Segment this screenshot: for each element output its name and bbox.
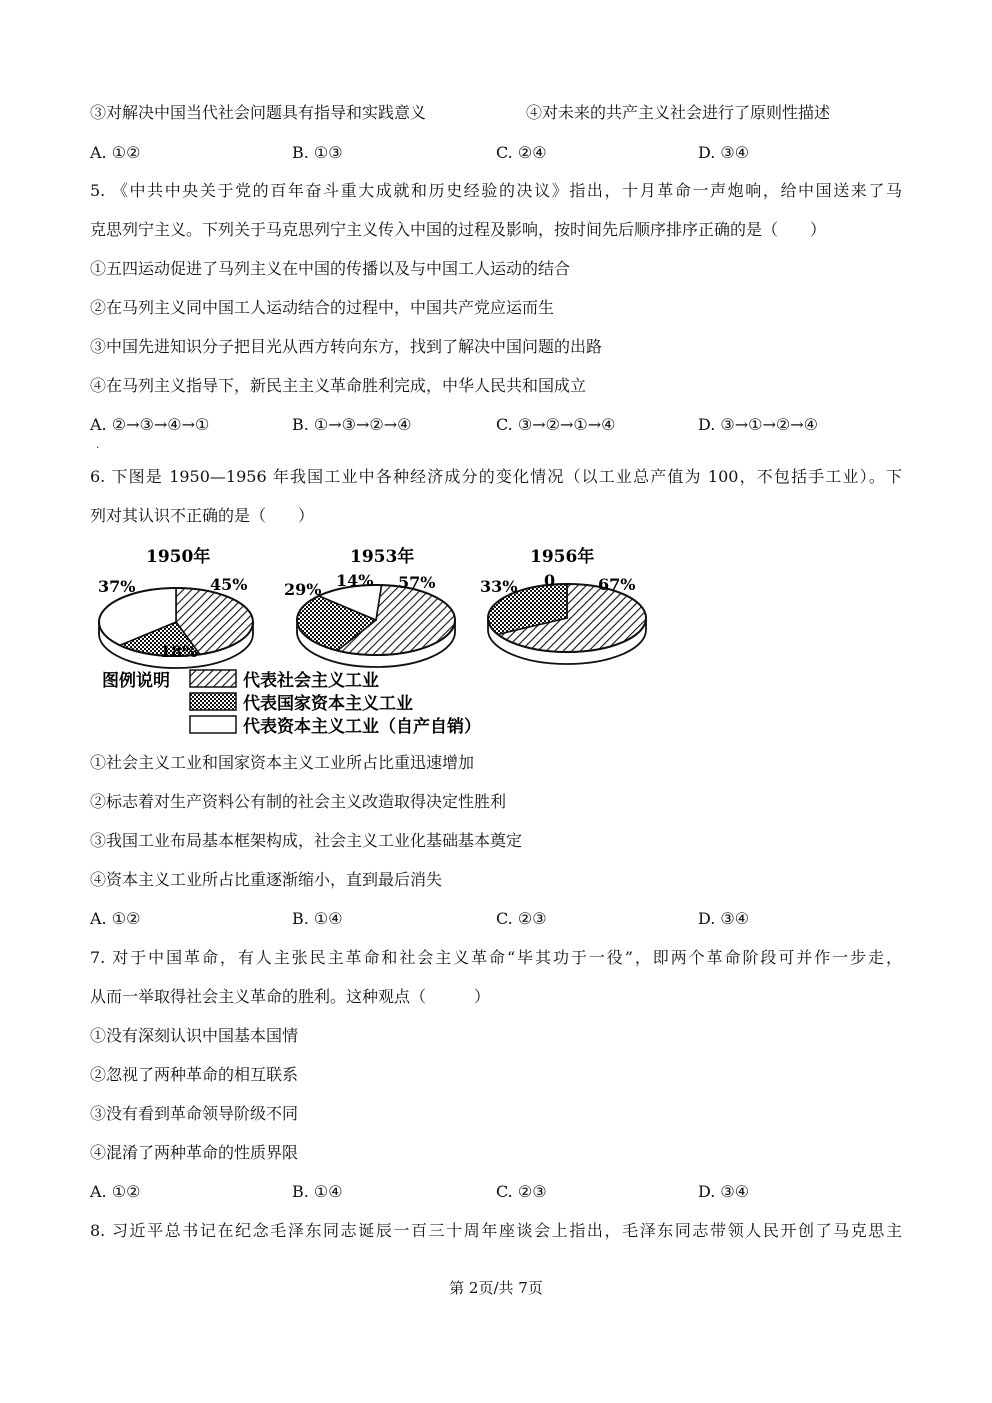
q7-statement-2: ②忽视了两种革命的相互联系 — [90, 1065, 299, 1084]
q7-option-d: D. ③④ — [698, 1182, 750, 1201]
pie-title-1950: 1950年 — [146, 547, 211, 567]
legend-swatch-socialist — [190, 670, 236, 687]
q5-statement-4: ④在马列主义指导下，新民主主义革命胜利完成，中华人民共和国成立 — [90, 376, 587, 395]
pie-1953-label-capitalist: 14% — [336, 571, 374, 590]
statement-3: ③对解决中国当代社会问题具有指导和实践意义 — [90, 103, 427, 122]
q5-option-a: A. ②→③→④→① — [90, 415, 210, 434]
pie-1953-label-state-capitalist: 29% — [284, 580, 322, 599]
page-footer: 第 2页/共 7页 — [449, 1279, 543, 1297]
option-a: A. ①② — [90, 143, 141, 162]
legend-swatch-capitalist — [190, 716, 236, 733]
q5-stem-line1: 5. 《中共中央关于党的百年奋斗重大成就和历史经验的决议》指出，十月革命一声炮响，给中国送来了马 — [90, 181, 902, 200]
legend-title: 图例说明 — [102, 671, 170, 691]
option-b: B. ①③ — [292, 143, 343, 162]
legend-label-socialist: 代表社会主义工业 — [243, 671, 379, 691]
q5-option-b: B. ①→③→②→④ — [292, 415, 412, 434]
q6-option-b: B. ①④ — [292, 909, 343, 928]
q5-stem-line2: 克思列宁主义。下列关于马克思列宁主义传入中国的过程及影响，按时间先后顺序排序正确的是（ ） — [90, 220, 827, 239]
option-d: D. ③④ — [698, 143, 750, 162]
q7-stem-line1: 7. 对于中国革命，有人主张民主革命和社会主义革命“毕其功于一役”，即两个革命阶段可并作一步走， — [90, 948, 902, 967]
q7-stem-line2: 从而一举取得社会主义革命的胜利。这种观点（ ） — [90, 987, 491, 1006]
q6-statement-4: ④资本主义工业所占比重逐渐缩小，直到最后消失 — [90, 870, 443, 889]
q5-option-c: C. ③→②→①→④ — [496, 415, 616, 434]
q5-statement-1: ①五四运动促进了马列主义在中国的传播以及与中国工人运动的结合 — [90, 259, 571, 278]
legend-swatch-state-capitalist — [190, 693, 236, 710]
pie-1956-label-state-capitalist: 33% — [480, 577, 518, 596]
pie-chart-figure — [88, 540, 648, 740]
pie-1956-label-capitalist: 0 — [544, 571, 556, 590]
q6-statement-3: ③我国工业布局基本框架构成，社会主义工业化基础基本奠定 — [90, 831, 523, 850]
q7-statement-1: ①没有深刻认识中国基本国情 — [90, 1026, 299, 1045]
pie-title-1956: 1956年 — [530, 547, 595, 567]
q6-option-a: A. ①② — [90, 909, 141, 928]
q6-option-d: D. ③④ — [698, 909, 750, 928]
pie-1953-label-socialist: 57% — [398, 573, 436, 592]
q5-option-d: D. ③→①→②→④ — [698, 415, 819, 434]
q7-option-b: B. ①④ — [292, 1182, 343, 1201]
q6-stem-line1: 6. 下图是 1950—1956 年我国工业中各种经济成分的变化情况（以工业总产值为 100，不包括手工业）。下 — [90, 467, 902, 486]
q6-stem-line2: 列对其认识不正确的是（ ） — [90, 506, 315, 525]
q7-statement-3: ③没有看到革命领导阶级不同 — [90, 1104, 299, 1123]
pie-1950-label-capitalist: 37% — [98, 577, 136, 596]
q6-statement-1: ①社会主义工业和国家资本主义工业所占比重迅速增加 — [90, 753, 475, 772]
q7-option-c: C. ②③ — [496, 1182, 547, 1201]
pie-1956 — [488, 584, 646, 664]
q7-option-a: A. ①② — [90, 1182, 141, 1201]
q6-option-c: C. ②③ — [496, 909, 547, 928]
q5-statement-3: ③中国先进知识分子把目光从西方转向东方，找到了解决中国问题的出路 — [90, 337, 603, 356]
option-c: C. ②④ — [496, 143, 547, 162]
pie-1950-label-state-capitalist: 18% — [160, 642, 198, 661]
pie-title-1953: 1953年 — [350, 547, 415, 567]
q5-statement-2: ②在马列主义同中国工人运动结合的过程中，中国共产党应运而生 — [90, 298, 555, 317]
statement-4: ④对未来的共产主义社会进行了原则性描述 — [526, 103, 831, 122]
q6-statement-2: ②标志着对生产资料公有制的社会主义改造取得决定性胜利 — [90, 792, 507, 811]
stray-dot: . — [96, 440, 100, 451]
legend-label-capitalist: 代表资本主义工业（自产自销） — [243, 717, 481, 737]
legend-label-state-capitalist: 代表国家资本主义工业 — [243, 694, 413, 714]
pie-1956-label-socialist: 67% — [598, 575, 636, 594]
q8-stem-line1: 8. 习近平总书记在纪念毛泽东同志诞辰一百三十周年座谈会上指出，毛泽东同志带领人民开创了马克思主 — [90, 1221, 902, 1240]
q7-statement-4: ④混淆了两种革命的性质界限 — [90, 1143, 299, 1162]
pie-1950-label-socialist: 45% — [210, 575, 248, 594]
